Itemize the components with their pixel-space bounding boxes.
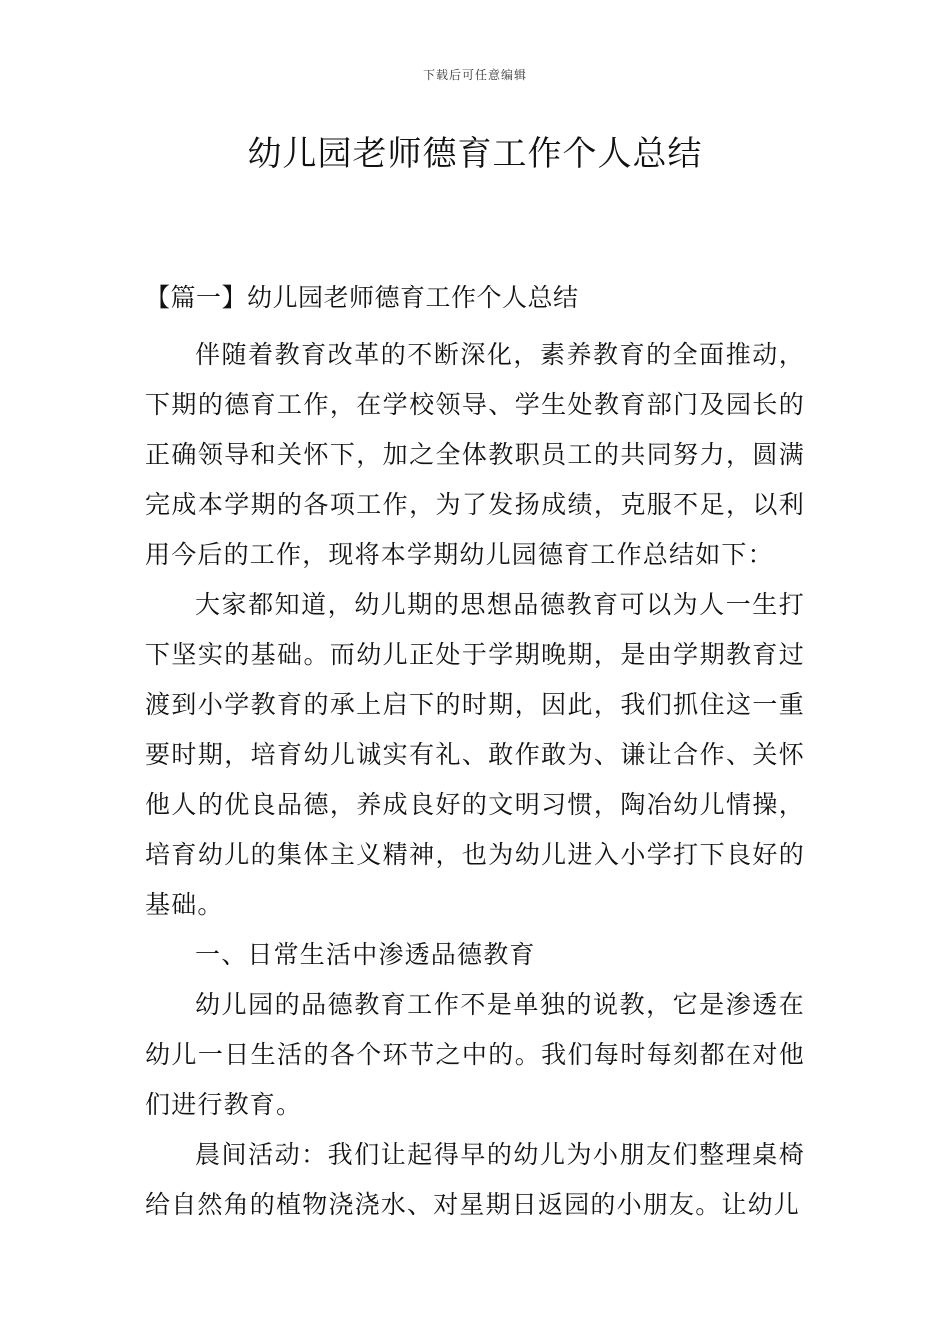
document-body	[145, 280, 805, 1230]
section-heading: 【篇一】幼儿园老师德育工作个人总结	[145, 283, 579, 312]
paragraph-foundation: 大家都知道，幼儿期的思想品德教育可以为人一生打下坚实的基础。而幼儿正处于学期晚期，是由学期教育过渡到小学教育的承上启下的时期，因此，我们抓住这一重要时期，培育幼儿诚实有礼、敢作敢为、谦让合作、关怀他人的优良品德，养成良好的文明习惯，陶冶幼儿情操，培育幼儿的集体主义精神，也为幼儿进入小学打下良好的基础。	[145, 590, 805, 919]
document-title: 幼儿园老师德育工作个人总结	[247, 134, 703, 174]
paragraph-morning-activity: 晨间活动：我们让起得早的幼儿为小朋友们整理桌椅给自然角的植物浇浇水、对星期日返园的小朋友。让幼儿	[145, 1140, 805, 1219]
paragraph-intro: 伴随着教育改革的不断深化，素养教育的全面推动，下期的德育工作，在学校领导、学生处教育部门及园长的正确领导和关怀下，加之全体教职员工的共同努力，圆满完成本学期的各项工作，为了发扬成绩，克服不足，以利用今后的工作，现将本学期幼儿园德育工作总结如下：	[145, 340, 805, 569]
header-note: 下载后可任意编辑	[422, 68, 527, 82]
subheading-daily-life: 一、日常生活中渗透品德教育	[195, 940, 536, 969]
paragraph-daily-life: 幼儿园的品德教育工作不是单独的说教，它是渗透在幼儿一日生活的各个环节之中的。我们每时每刻都在对他们进行教育。	[145, 990, 805, 1119]
